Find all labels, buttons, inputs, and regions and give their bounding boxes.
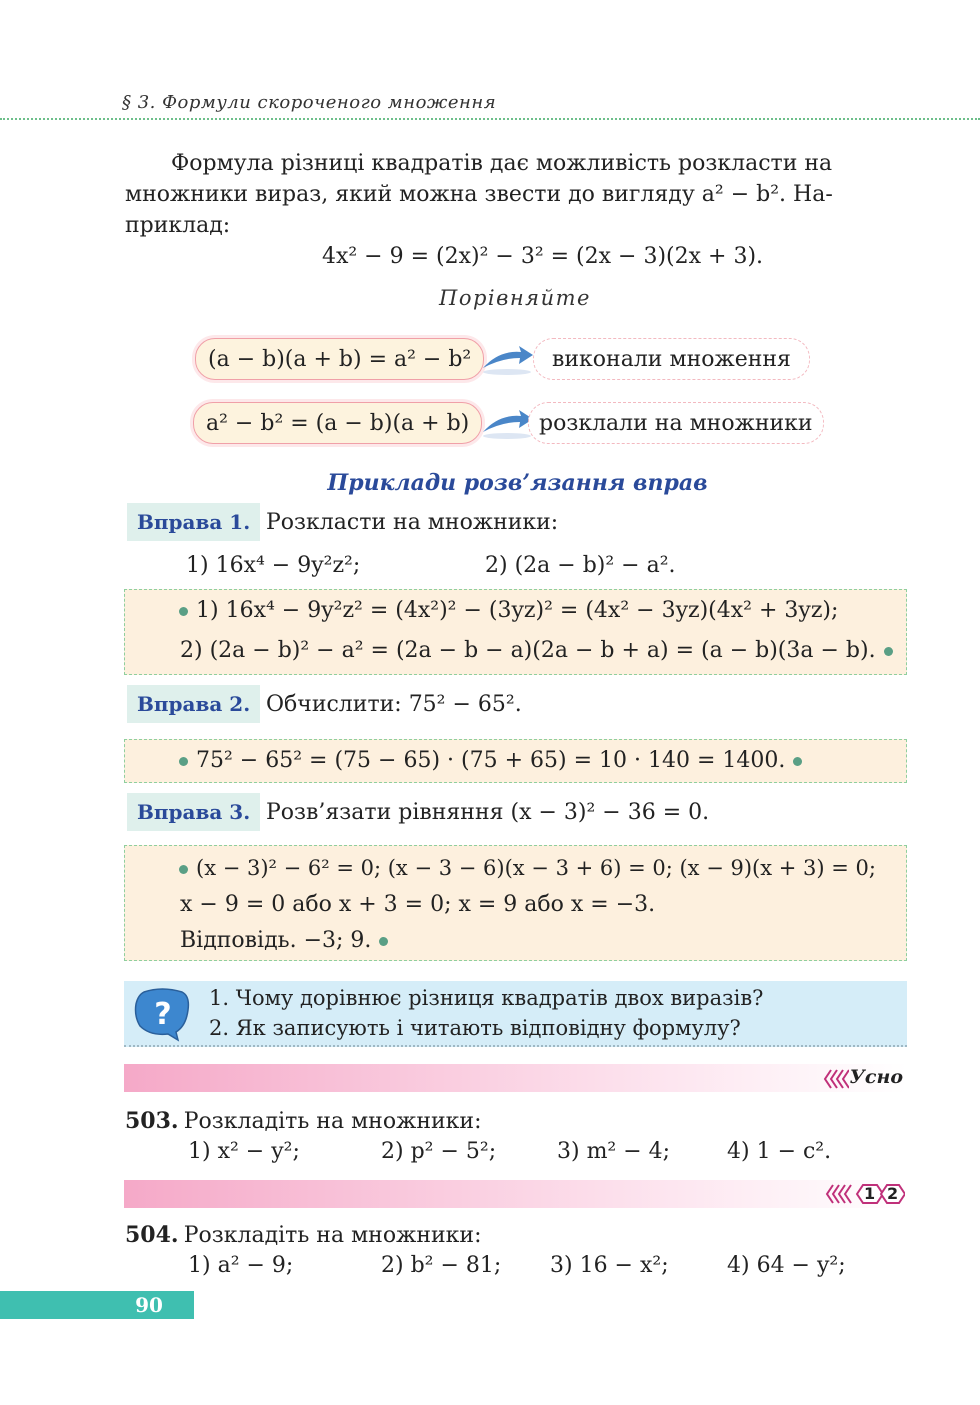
intro-paragraph — [125, 148, 907, 241]
oral-section-band — [124, 1064, 907, 1092]
arrow-right-icon — [479, 406, 535, 440]
problem-text: Розкладіть на множники: — [183, 1223, 482, 1248]
exercise-1-item-1: 1) 16x⁴ − 9y²z²; — [186, 553, 361, 578]
question-2: 2. Як записують і читають відповідну формулу? — [209, 1016, 741, 1040]
exercise-2-task: Обчислити: 75² − 65². — [266, 692, 522, 717]
compare-result-2: розклали на множники — [528, 402, 824, 444]
exercise-3-label: Вправа 3. — [127, 793, 260, 831]
solution-line: 2) (2a − b)² − a² = (2a − b − a)(2a − b + a) = (a − b)(3a − b). — [180, 638, 876, 663]
problem-number: 503. — [125, 1108, 179, 1134]
question-1: 1. Чому дорівнює різниця квадратів двох виразів? — [209, 986, 764, 1010]
problem-item: 1) x² − y²; — [188, 1139, 300, 1164]
problem-item: 4) 1 − c². — [727, 1139, 832, 1164]
bullet-dot-icon — [793, 757, 802, 766]
exercise-1-task: Розкласти на множники: — [266, 510, 559, 535]
exercise-3-task: Розв’язати рівняння (x − 3)² − 36 = 0. — [266, 800, 710, 825]
problem-number: 504. — [125, 1222, 179, 1248]
problem-item: 3) 16 − x²; — [550, 1253, 669, 1278]
problem-503 — [125, 1108, 481, 1134]
problem-item: 3) m² − 4; — [557, 1139, 671, 1164]
compare-formula-2: a² − b² = (a − b)(a + b) — [193, 402, 482, 444]
exercise-2-solution — [124, 739, 907, 783]
svg-text:?: ? — [154, 997, 172, 1032]
level-2-label: 2 — [887, 1184, 899, 1203]
bullet-dot-icon — [179, 607, 188, 616]
bullet-dot-icon — [379, 937, 388, 946]
solution-line: 75² − 65² = (75 − 65) · (75 + 65) = 10 · 140 = 1400. — [196, 748, 786, 773]
chevrons-left-icon — [823, 1068, 849, 1090]
exercise-1-label: Вправа 1. — [127, 503, 260, 541]
solution-line: 1) 16x⁴ − 9y²z² = (4x²)² − (3yz)² = (4x² − 3yz)(4x² + 3yz); — [196, 598, 839, 623]
problem-item: 4) 64 − y²; — [727, 1253, 846, 1278]
exercise-1-solution — [124, 589, 907, 675]
question-mark-icon — [132, 986, 194, 1042]
page-number: 90 — [0, 1291, 194, 1319]
bullet-dot-icon — [179, 865, 188, 874]
exercise-2-label: Вправа 2. — [127, 685, 260, 723]
problem-item: 1) a² − 9; — [188, 1253, 294, 1278]
compare-formula-1: (a − b)(a + b) = a² − b² — [195, 338, 484, 380]
level-section-band — [124, 1180, 907, 1208]
solution-line: x − 9 = 0 або x + 3 = 0; x = 9 або x = −3. — [180, 892, 656, 917]
header-divider — [0, 118, 980, 120]
arrow-right-icon — [479, 342, 535, 376]
exercise-1-item-2: 2) (2a − b)² − a². — [485, 553, 676, 578]
problem-text: Розкладіть на множники: — [183, 1109, 482, 1134]
answer-line: Відповідь. −3; 9. — [180, 928, 372, 953]
compare-label: Порівняйте — [439, 286, 591, 310]
exercise-3-solution — [124, 845, 907, 961]
bullet-dot-icon — [179, 757, 188, 766]
compare-result-1: виконали множення — [533, 338, 810, 380]
intro-line-1: Формула різниці квадратів дає можливість розкласти на — [171, 151, 833, 176]
running-header: § 3. Формули скороченого множення — [122, 92, 497, 113]
problem-504 — [125, 1222, 481, 1248]
solution-line: (x − 3)² − 6² = 0; (x − 3 − 6)(x − 3 + 6) = 0; (x − 9)(x + 3) = 0; — [196, 856, 876, 880]
intro-line-2: множники вираз, який можна звести до вигляду a² − b². На- — [125, 182, 833, 207]
intro-line-3: приклад: — [125, 213, 231, 238]
oral-label: Усно — [849, 1066, 903, 1088]
section-title: Приклади розв’язання вправ — [327, 470, 708, 496]
bullet-dot-icon — [884, 647, 893, 656]
problem-item: 2) b² − 81; — [381, 1253, 502, 1278]
example-formula: 4x² − 9 = (2x)² − 3² = (2x − 3)(2x + 3). — [321, 244, 764, 269]
level-1-label: 1 — [864, 1184, 876, 1203]
problem-item: 2) p² − 5²; — [381, 1139, 497, 1164]
